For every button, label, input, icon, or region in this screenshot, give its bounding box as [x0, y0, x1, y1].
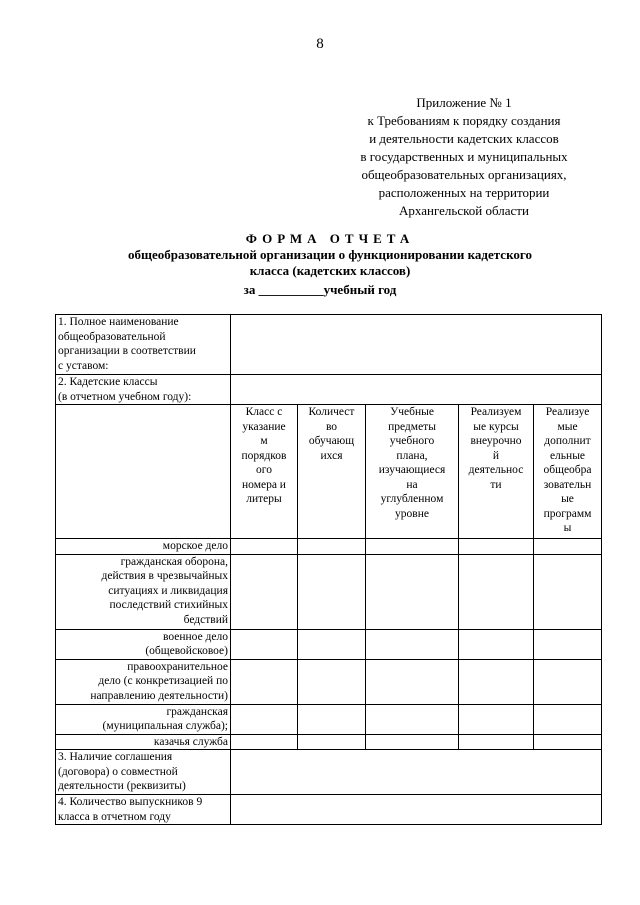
appendix-line: Приложение № 1	[416, 95, 512, 110]
profile-label: морское дело	[56, 539, 231, 555]
input-cell[interactable]	[459, 659, 534, 704]
column-header: Класс с указание м порядков ого номера и литеры	[231, 405, 298, 539]
input-cell[interactable]	[298, 629, 366, 659]
input-cell[interactable]	[298, 554, 366, 629]
form-title: ФОРМА ОТЧЕТА	[245, 231, 415, 246]
input-cell[interactable]	[366, 704, 459, 734]
input-cell[interactable]	[534, 734, 602, 750]
input-cell[interactable]	[366, 554, 459, 629]
input-cell[interactable]	[459, 539, 534, 555]
row-label-cadet-classes: 2. Кадетские классы (в отчетном учебном году):	[56, 375, 231, 405]
input-cell[interactable]	[459, 734, 534, 750]
page-number: 8	[316, 36, 324, 52]
appendix-line: общеобразовательных организациях,	[361, 167, 567, 182]
table-row	[56, 375, 602, 405]
row-label-full-name: 1. Полное наименование общеобразовательной организации в соответствии с уставом:	[56, 315, 231, 375]
input-cell[interactable]	[366, 539, 459, 555]
table-row	[56, 734, 602, 750]
input-cell[interactable]	[366, 659, 459, 704]
input-cell[interactable]	[298, 659, 366, 704]
input-cell[interactable]	[231, 750, 602, 795]
input-cell[interactable]	[298, 704, 366, 734]
input-cell[interactable]	[459, 554, 534, 629]
input-cell[interactable]	[231, 704, 298, 734]
form-year-line: за __________учебный год	[243, 282, 397, 297]
table-row	[56, 704, 602, 734]
input-cell[interactable]	[231, 734, 298, 750]
table-row	[56, 795, 602, 825]
column-header: Реализуе мые дополнит ельные общеобра зовательн ые программ ы	[534, 405, 602, 539]
table-row	[56, 539, 602, 555]
table-row	[56, 629, 602, 659]
input-cell[interactable]	[231, 315, 602, 375]
table-row	[56, 554, 602, 629]
input-cell[interactable]	[366, 629, 459, 659]
row-label-graduates: 4. Количество выпускников 9 класса в отчетном году	[56, 795, 231, 825]
appendix-line: расположенных на территории	[378, 185, 550, 200]
appendix-line: и деятельности кадетских классов	[369, 131, 559, 146]
appendix-line: в государственных и муниципальных	[360, 149, 568, 164]
input-cell[interactable]	[534, 629, 602, 659]
profile-label: гражданская (муниципальная служба);	[56, 704, 231, 734]
input-cell[interactable]	[459, 704, 534, 734]
appendix-line: к Требованиям к порядку создания	[367, 113, 561, 128]
input-cell[interactable]	[534, 704, 602, 734]
report-table	[55, 314, 602, 825]
input-cell[interactable]	[366, 734, 459, 750]
input-cell[interactable]	[231, 554, 298, 629]
input-cell[interactable]	[231, 539, 298, 555]
table-header-row	[56, 405, 602, 539]
input-cell[interactable]	[459, 629, 534, 659]
table-row	[56, 659, 602, 704]
form-subtitle-line: класса (кадетских классов)	[249, 263, 411, 278]
input-cell[interactable]	[298, 539, 366, 555]
column-header: Учебные предметы учебного плана, изучающиеся на углубленном уровне	[366, 405, 459, 539]
input-cell[interactable]	[534, 539, 602, 555]
input-cell[interactable]	[534, 659, 602, 704]
profile-label: гражданская оборона, действия в чрезвычайных ситуациях и ликвидация последствий стихийных бедствий	[56, 554, 231, 629]
empty-cell	[56, 405, 231, 539]
input-cell[interactable]	[231, 375, 602, 405]
appendix-line: Архангельской области	[399, 203, 529, 218]
input-cell[interactable]	[534, 554, 602, 629]
profile-label: казачья служба	[56, 734, 231, 750]
table-row	[56, 750, 602, 795]
form-subtitle	[50, 247, 610, 279]
input-cell[interactable]	[298, 734, 366, 750]
form-subtitle-line: общеобразовательной организации о функционировании кадетского	[128, 247, 532, 262]
input-cell[interactable]	[231, 629, 298, 659]
appendix-header	[300, 94, 628, 220]
profile-label: правоохранительное дело (с конкретизацией по направлению деятельности)	[56, 659, 231, 704]
input-cell[interactable]	[231, 795, 602, 825]
column-header: Количест во обучающ ихся	[298, 405, 366, 539]
column-header: Реализуем ые курсы внеурочно й деятельнос ти	[459, 405, 534, 539]
row-label-agreement: 3. Наличие соглашения (договора) о совместной деятельности (реквизиты)	[56, 750, 231, 795]
profile-label: военное дело (общевойсковое)	[56, 629, 231, 659]
input-cell[interactable]	[231, 659, 298, 704]
table-row	[56, 315, 602, 375]
